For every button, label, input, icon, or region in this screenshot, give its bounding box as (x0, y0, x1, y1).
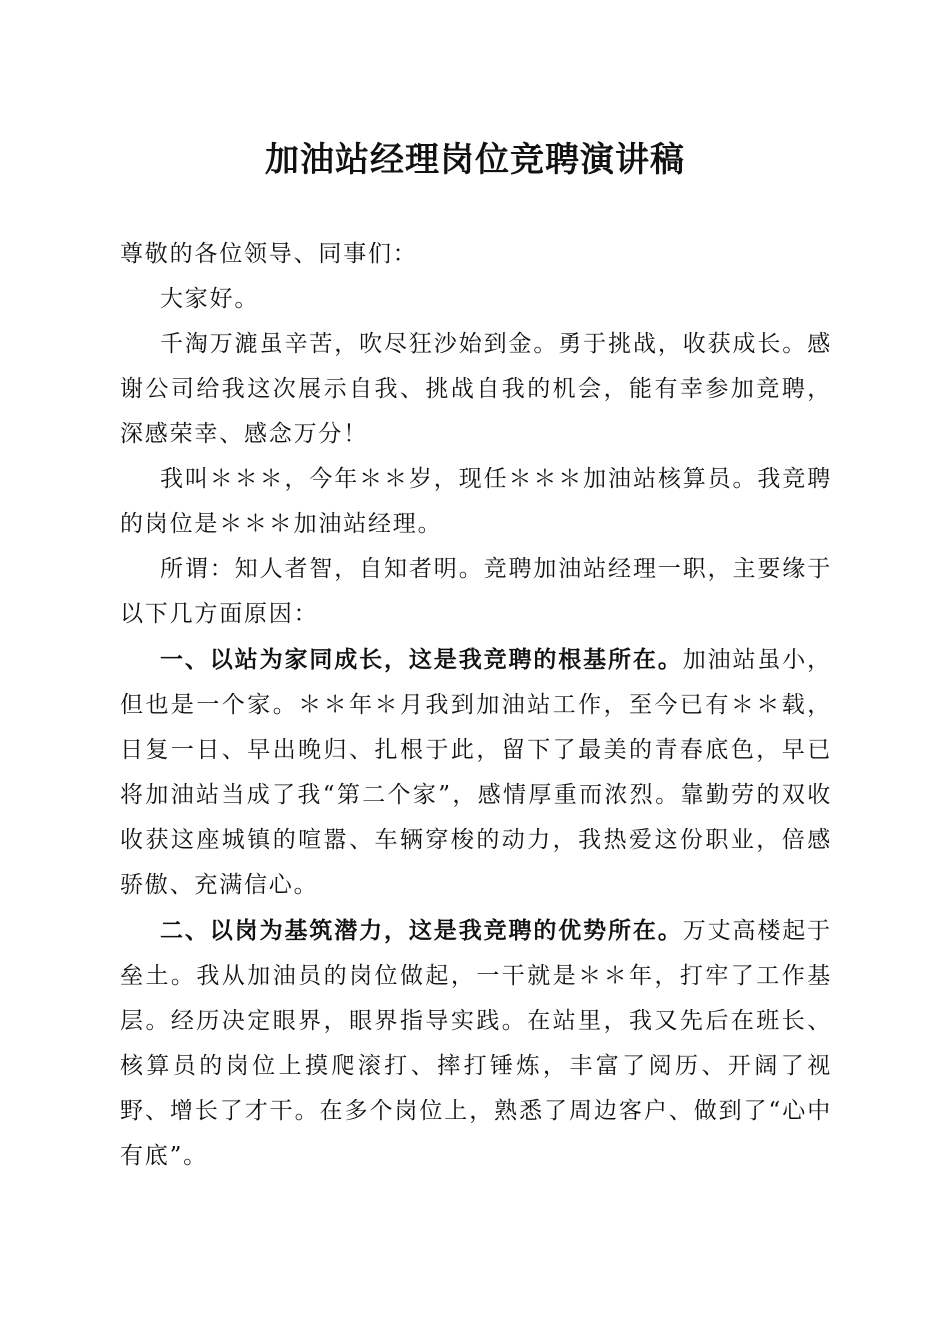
section-2 (120, 908, 832, 1179)
section-1 (120, 637, 832, 908)
greeting: 大家好。 (160, 286, 260, 312)
salutation: 尊敬的各位领导、同事们： (120, 241, 418, 267)
section-2-text: 万丈高楼起于垒土。我从加油员的岗位做起，一干就是＊＊年，打牢了工作基层。经历决定眼界，眼界指导实践。在站里，我又先后在班长、核算员的岗位上摸爬滚打、摔打锤炼，丰富了阅历、开阔了视野、增长了才干。在多个岗位上，熟悉了周边客户、做到了“心中有底”。 (120, 918, 832, 1169)
paragraph-intro: 千淘万漉虽辛苦，吹尽狂沙始到金。勇于挑战，收获成长。感谢公司给我这次展示自我、挑战自我的机会，能有幸参加竞聘，深感荣幸、感念万分！ (120, 331, 832, 447)
paragraph-reasons: 所谓：知人者智，自知者明。竞聘加油站经理一职，主要缘于以下几方面原因： (120, 556, 832, 627)
document-title: 加油站经理岗位竞聘演讲稿 (265, 140, 685, 180)
paragraph-self-introduction: 我叫＊＊＊，今年＊＊岁，现任＊＊＊加油站核算员。我竞聘的岗位是＊＊＊加油站经理。 (120, 466, 832, 537)
document-body (120, 232, 832, 1179)
section-1-text: 加油站虽小，但也是一个家。＊＊年＊月我到加油站工作，至今已有＊＊载，日复一日、早出晚归、扎根于此，留下了最美的青春底色，早已将加油站当成了我“第二个家”，感情厚重而浓烈。靠勤劳的双收收获这座城镇的喧嚣、车辆穿梭的动力，我热爱这份职业，倍感骄傲、充满信心。 (120, 647, 832, 898)
section-2-heading: 二、以岗为基筑潜力，这是我竞聘的优势所在。 (160, 917, 683, 944)
section-1-heading: 一、以站为家同成长，这是我竞聘的根基所在。 (160, 646, 683, 673)
